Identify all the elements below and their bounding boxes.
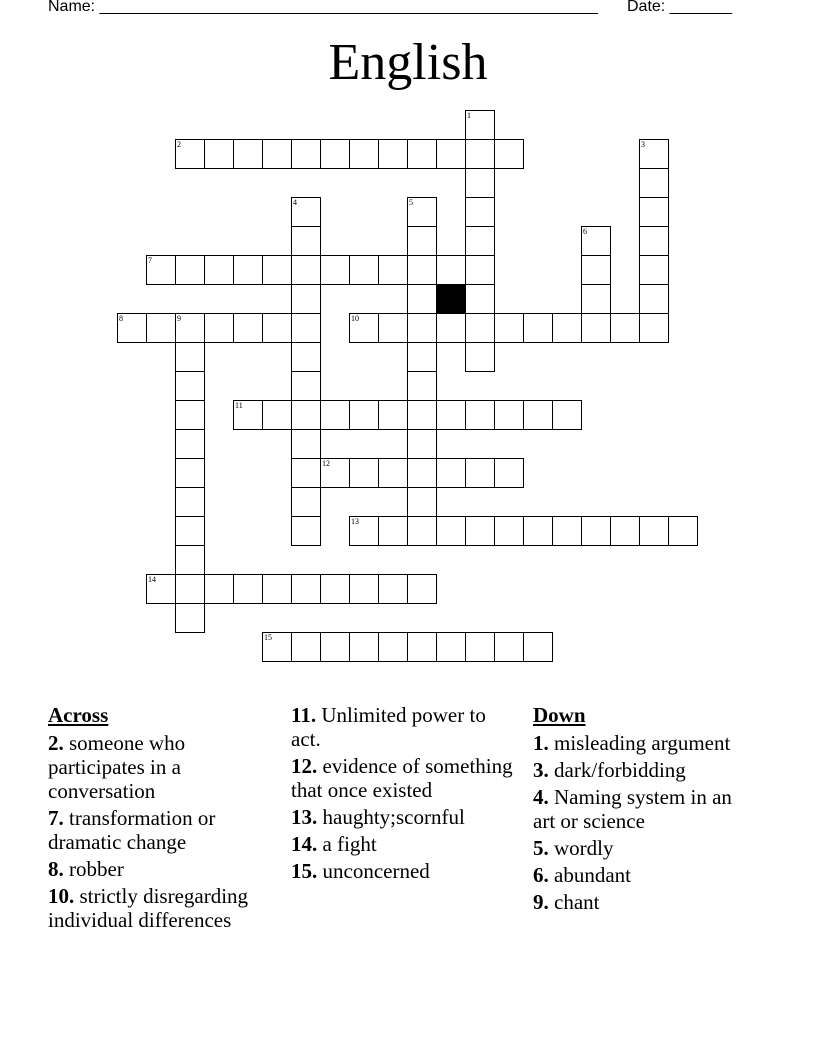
grid-cell[interactable]	[552, 400, 582, 430]
grid-cell[interactable]	[407, 400, 437, 430]
clue-across-10: 10. strictly disregarding individual differences	[48, 884, 249, 932]
grid-cell[interactable]	[320, 574, 350, 604]
grid-cell[interactable]	[581, 255, 611, 285]
clue-number: 10	[351, 314, 359, 323]
clue-number: 9	[177, 314, 181, 323]
grid-cell[interactable]	[175, 342, 205, 372]
grid-cell[interactable]	[581, 226, 611, 256]
grid-cell[interactable]	[465, 313, 495, 343]
grid-cell[interactable]	[436, 313, 466, 343]
grid-cell[interactable]	[291, 342, 321, 372]
grid-cell[interactable]	[668, 516, 698, 546]
grid-cell[interactable]	[465, 110, 495, 140]
clue-number: 14	[148, 575, 156, 584]
grid-cell[interactable]	[581, 313, 611, 343]
grid-cell[interactable]	[204, 255, 234, 285]
grid-cell[interactable]	[175, 371, 205, 401]
grid-cell[interactable]	[407, 284, 437, 314]
grid-cell[interactable]	[465, 458, 495, 488]
grid-cell[interactable]	[639, 516, 669, 546]
name-field[interactable]: Name: ________________________________________________________	[48, 0, 598, 15]
grid-cell[interactable]	[291, 429, 321, 459]
clue-across-14: 14. a fight	[291, 832, 377, 856]
grid-cell[interactable]	[494, 458, 524, 488]
grid-cell[interactable]	[291, 371, 321, 401]
grid-cell[interactable]	[262, 139, 292, 169]
grid-cell[interactable]	[233, 400, 263, 430]
clue-number: 11	[235, 401, 243, 410]
grid-cell[interactable]	[407, 458, 437, 488]
grid-cell[interactable]	[349, 516, 379, 546]
grid-cell[interactable]	[465, 400, 495, 430]
grid-cell[interactable]	[117, 313, 147, 343]
grid-cell[interactable]	[378, 632, 408, 662]
grid-cell[interactable]	[639, 226, 669, 256]
across-heading: Across	[48, 703, 109, 727]
clue-across-2: 2. someone who participates in a conversation	[48, 731, 186, 803]
date-field[interactable]: Date: _______	[627, 0, 732, 15]
grid-cell[interactable]	[233, 139, 263, 169]
grid-cell[interactable]	[320, 139, 350, 169]
clue-number: 6	[583, 227, 587, 236]
clue-column-3	[533, 703, 748, 917]
grid-cell[interactable]	[407, 197, 437, 227]
grid-cell[interactable]	[407, 371, 437, 401]
grid-cell[interactable]	[175, 313, 205, 343]
grid-cell[interactable]	[349, 400, 379, 430]
grid-cell[interactable]	[639, 255, 669, 285]
grid-cell[interactable]	[465, 516, 495, 546]
grid-cell[interactable]	[581, 284, 611, 314]
grid-cell[interactable]	[175, 458, 205, 488]
grid-cell[interactable]	[610, 516, 640, 546]
clue-column-1	[48, 703, 283, 935]
grid-cell[interactable]	[407, 139, 437, 169]
grid-cell[interactable]	[436, 255, 466, 285]
grid-cell[interactable]	[436, 458, 466, 488]
grid-cell[interactable]	[465, 284, 495, 314]
grid-cell[interactable]	[378, 139, 408, 169]
grid-cell[interactable]	[407, 632, 437, 662]
grid-cell[interactable]	[204, 139, 234, 169]
grid-cell[interactable]	[320, 632, 350, 662]
grid-cell[interactable]	[378, 516, 408, 546]
grid-cell[interactable]	[552, 516, 582, 546]
grid-cell[interactable]	[523, 400, 553, 430]
grid-cell[interactable]	[146, 574, 176, 604]
grid-cell[interactable]	[204, 313, 234, 343]
grid-cell[interactable]	[204, 574, 234, 604]
clue-number: 15	[264, 633, 272, 642]
grid-cell[interactable]	[465, 632, 495, 662]
clue-number: 3	[641, 140, 645, 149]
grid-cell[interactable]	[349, 255, 379, 285]
grid-cell[interactable]	[291, 139, 321, 169]
grid-cell[interactable]	[639, 139, 669, 169]
grid-cell[interactable]	[639, 284, 669, 314]
grid-cell[interactable]	[465, 197, 495, 227]
clue-down-5: 5. wordly	[533, 836, 614, 860]
clue-across-15: 15. unconcerned	[291, 859, 430, 883]
clue-down-1: 1. misleading argument	[533, 731, 731, 755]
clue-number: 5	[409, 198, 413, 207]
grid-cell[interactable]	[407, 226, 437, 256]
grid-cell[interactable]	[175, 400, 205, 430]
grid-cell[interactable]	[233, 574, 263, 604]
clue-number: 1	[467, 111, 471, 120]
clue-number: 4	[293, 198, 297, 207]
grid-cell[interactable]	[175, 487, 205, 517]
clue-across-12: 12. evidence of something that once existed	[291, 754, 513, 802]
grid-cell[interactable]	[436, 400, 466, 430]
grid-cell[interactable]	[407, 574, 437, 604]
grid-cell[interactable]	[465, 255, 495, 285]
clue-across-11: 11. Unlimited power to act.	[291, 703, 486, 751]
grid-cell[interactable]	[378, 255, 408, 285]
page-title: English	[328, 34, 488, 91]
grid-cell[interactable]	[465, 168, 495, 198]
clue-across-7: 7. transformation or dramatic change	[48, 806, 216, 854]
clue-across-13: 13. haughty;scornful	[291, 805, 465, 829]
grid-cell[interactable]	[407, 255, 437, 285]
grid-cell[interactable]	[523, 632, 553, 662]
grid-cell[interactable]	[407, 313, 437, 343]
grid-cell[interactable]	[494, 400, 524, 430]
grid-cell[interactable]	[407, 342, 437, 372]
grid-cell[interactable]	[233, 313, 263, 343]
grid-cell[interactable]	[320, 458, 350, 488]
grid-cell[interactable]	[175, 574, 205, 604]
grid-cell[interactable]	[639, 313, 669, 343]
grid-cell[interactable]	[262, 632, 292, 662]
grid-cell[interactable]	[262, 574, 292, 604]
clue-number: 13	[351, 517, 359, 526]
grid-cell[interactable]	[349, 139, 379, 169]
grid-cell[interactable]	[291, 197, 321, 227]
grid-cell[interactable]	[378, 400, 408, 430]
grid-cell[interactable]	[639, 197, 669, 227]
grid-cell[interactable]	[378, 313, 408, 343]
clue-number: 12	[322, 459, 330, 468]
clue-across-8: 8. robber	[48, 857, 124, 881]
grid-cell[interactable]	[262, 313, 292, 343]
clue-down-6: 6. abundant	[533, 863, 631, 887]
grid-cell[interactable]	[175, 545, 205, 575]
grid-cell[interactable]	[378, 574, 408, 604]
grid-cell[interactable]	[494, 516, 524, 546]
grid-cell[interactable]	[436, 632, 466, 662]
grid-cell[interactable]	[175, 429, 205, 459]
grid-cell[interactable]	[523, 313, 553, 343]
grid-cell[interactable]	[465, 226, 495, 256]
grid-cell[interactable]	[407, 487, 437, 517]
grid-cell[interactable]	[262, 400, 292, 430]
grid-cell[interactable]	[262, 255, 292, 285]
grid-cell[interactable]	[291, 487, 321, 517]
grid-cell[interactable]	[349, 574, 379, 604]
grid-cell[interactable]	[291, 284, 321, 314]
grid-cell[interactable]	[291, 458, 321, 488]
grid-cell[interactable]	[436, 516, 466, 546]
grid-cell[interactable]	[639, 168, 669, 198]
grid-cell[interactable]	[465, 139, 495, 169]
grid-cell[interactable]	[378, 458, 408, 488]
grid-cell[interactable]	[146, 255, 176, 285]
grid-cell[interactable]	[581, 516, 611, 546]
clue-down-3: 3. dark/forbidding	[533, 758, 686, 782]
black-square	[436, 284, 466, 314]
clue-column-2	[291, 703, 516, 886]
grid-cell[interactable]	[291, 632, 321, 662]
grid-cell[interactable]	[349, 313, 379, 343]
grid-cell[interactable]	[233, 255, 263, 285]
grid-cell[interactable]	[523, 516, 553, 546]
clue-number: 7	[148, 256, 152, 265]
grid-cell[interactable]	[291, 313, 321, 343]
grid-cell[interactable]	[320, 400, 350, 430]
grid-cell[interactable]	[349, 632, 379, 662]
grid-cell[interactable]	[291, 400, 321, 430]
grid-cell[interactable]	[291, 255, 321, 285]
grid-cell[interactable]	[175, 603, 205, 633]
grid-cell[interactable]	[175, 516, 205, 546]
clue-number: 8	[119, 314, 123, 323]
grid-cell[interactable]	[465, 342, 495, 372]
grid-cell[interactable]	[175, 255, 205, 285]
grid-cell[interactable]	[349, 458, 379, 488]
grid-cell[interactable]	[291, 574, 321, 604]
grid-cell[interactable]	[436, 139, 466, 169]
grid-cell[interactable]	[291, 226, 321, 256]
grid-cell[interactable]	[146, 313, 176, 343]
grid-cell[interactable]	[407, 516, 437, 546]
down-heading: Down	[533, 703, 586, 727]
grid-cell[interactable]	[610, 313, 640, 343]
grid-cell[interactable]	[494, 313, 524, 343]
grid-cell[interactable]	[291, 516, 321, 546]
grid-cell[interactable]	[552, 313, 582, 343]
grid-cell[interactable]	[175, 139, 205, 169]
clue-down-9: 9. chant	[533, 890, 600, 914]
grid-cell[interactable]	[494, 139, 524, 169]
grid-cell[interactable]	[320, 255, 350, 285]
clue-number: 2	[177, 140, 181, 149]
grid-cell[interactable]	[494, 632, 524, 662]
grid-cell[interactable]	[407, 429, 437, 459]
clue-down-4: 4. Naming system in an art or science	[533, 785, 732, 833]
